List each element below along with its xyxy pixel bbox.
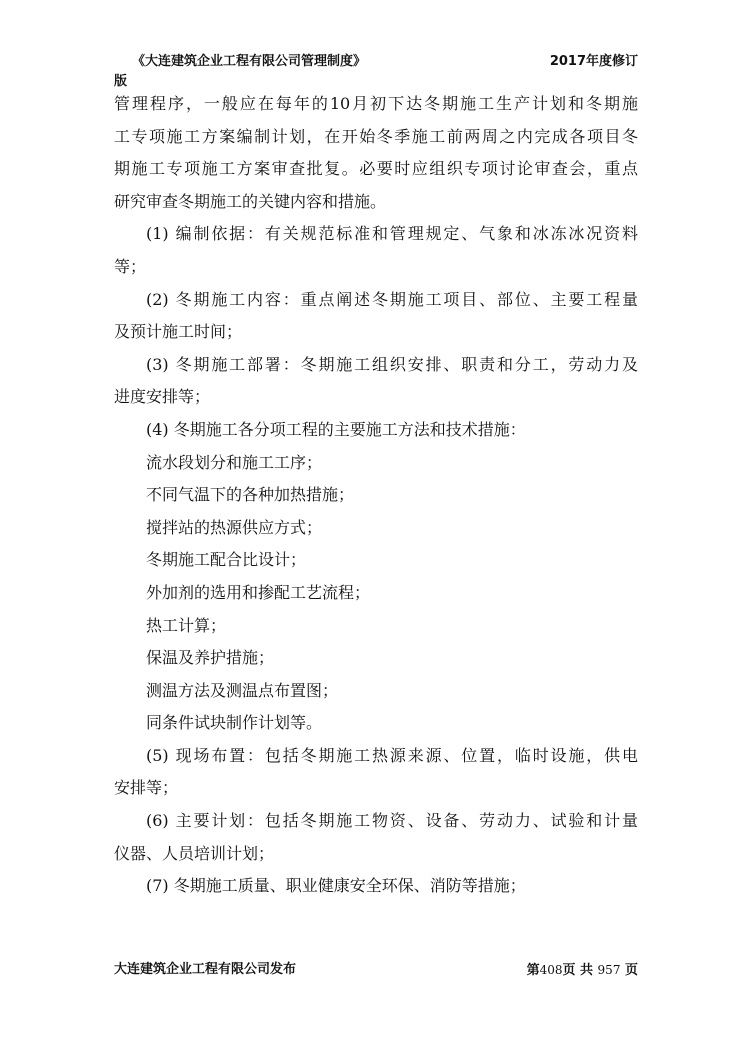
body-text xyxy=(114,88,638,903)
paragraph-line: 研究审查冬期施工的关键内容和措施。 xyxy=(114,191,387,211)
revision-label-tail: 版 xyxy=(114,74,128,89)
list-item-5: (5) 现场布置：包括冬期施工热源来源、位置，临时设施，供电 xyxy=(146,745,638,765)
list-item-2-cont: 及预计施工时间； xyxy=(114,322,243,342)
revision-label: 2017年度修订 xyxy=(549,54,638,69)
list-item-1-cont: 等； xyxy=(114,256,147,276)
page-footer xyxy=(114,960,638,980)
sub-item: 不同气温下的各种加热措施； xyxy=(146,485,355,505)
list-item-4: (4) 冬期施工各分项工程的主要施工方法和技术措施： xyxy=(146,419,526,439)
sub-item: 保温及养护措施； xyxy=(146,648,275,668)
paragraph-line: 管理程序，一般应在每年的10月初下达冬期施工生产计划和冬期施 xyxy=(114,94,638,113)
sub-item: 外加剂的选用和掺配工艺流程； xyxy=(146,582,371,602)
list-item-1: (1) 编制依据：有关规范标准和管理规定、气象和冰冻冰况资料 xyxy=(146,224,638,244)
sub-item: 测温方法及测温点布置图； xyxy=(146,680,339,700)
document-title: 《大连建筑企业工程有限公司管理制度》 xyxy=(132,54,367,69)
sub-item: 冬期施工配合比设计； xyxy=(146,550,307,570)
list-item-6-cont: 仪器、人员培训计划； xyxy=(114,843,275,863)
list-item-5-cont: 安排等； xyxy=(114,778,179,798)
sub-item: 流水段划分和施工工序； xyxy=(146,452,323,472)
list-item-3-cont: 进度安排等； xyxy=(114,387,211,407)
sub-item: 热工计算； xyxy=(146,615,227,635)
paragraph-line: 工专项施工方案编制计划，在开始冬季施工前两周之内完成各项目冬 xyxy=(114,126,638,146)
list-item-6: (6) 主要计划：包括冬期施工物资、设备、劳动力、试验和计量 xyxy=(146,811,638,831)
page-middle: 页 共 xyxy=(562,963,594,978)
current-page: 408 xyxy=(539,963,563,977)
sub-item: 同条件试块制作计划等。 xyxy=(146,713,323,733)
page-number xyxy=(527,960,638,981)
list-item-3: (3) 冬期施工部署：冬期施工组织安排、职责和分工，劳动力及 xyxy=(146,354,638,374)
page-prefix: 第 xyxy=(526,963,540,978)
list-item-2: (2) 冬期施工内容：重点阐述冬期施工项目、部位、主要工程量 xyxy=(146,289,638,309)
page-suffix: 页 xyxy=(624,963,638,978)
publisher-label: 大连建筑企业工程有限公司发布 xyxy=(114,962,297,977)
list-item-7: (7) 冬期施工质量、职业健康安全环保、消防等措施； xyxy=(146,876,526,896)
paragraph-line: 期施工专项施工方案审查批复。必要时应组织专项讨论审查会，重点 xyxy=(114,159,638,179)
sub-item: 搅拌站的热源供应方式； xyxy=(146,517,323,537)
total-pages: 957 xyxy=(597,963,621,977)
